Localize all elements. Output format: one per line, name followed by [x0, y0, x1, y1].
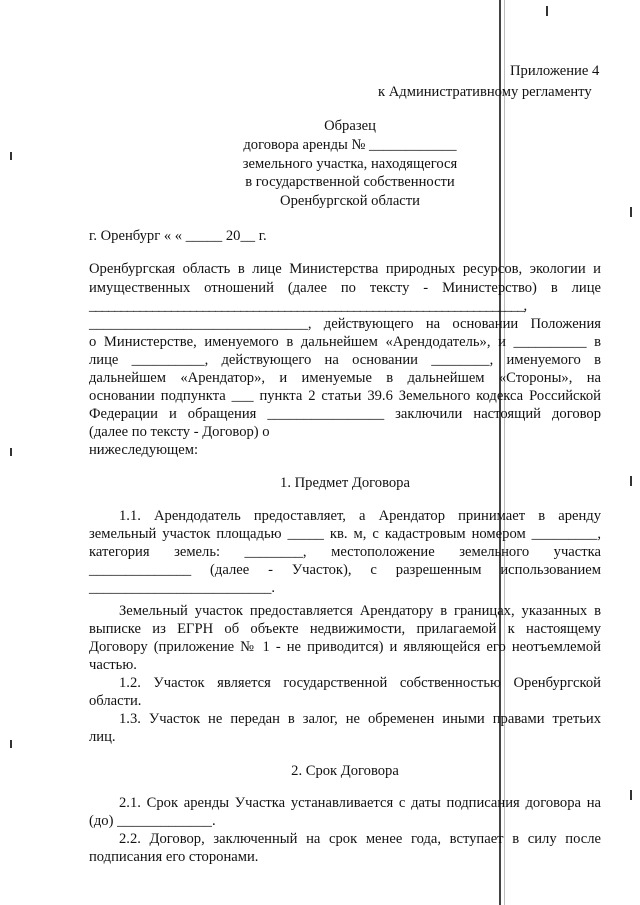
clause-1-1-line: _________________________.: [89, 580, 276, 596]
clause-1-1-line: земельный участок площадью _____ кв. м, с кадастровым номером _________,: [89, 526, 601, 542]
clause-2-2-line: 2.2. Договор, заключенный на срок менее года, вступает в силу после: [119, 831, 601, 847]
appendix-label: Приложение 4: [510, 63, 600, 79]
scan-mark: [10, 152, 12, 160]
clause-1-1b-line: выписке из ЕГРН об объекте недвижимости, прилагаемой к настоящему: [89, 621, 601, 637]
intro-line: основании подпункта ___ пункта 2 статьи 39.6 Земельного кодекса Российской: [89, 388, 601, 404]
clause-1-2-line: 1.2. Участок является государственной собственностью Оренбургской: [119, 675, 601, 691]
intro-line: лице __________, действующего на основании ________, именуемого в: [89, 352, 601, 368]
scan-mark: [10, 740, 12, 748]
section-2-heading: 2. Срок Договора: [291, 763, 399, 779]
regulation-label: к Административному регламенту: [378, 84, 592, 100]
scan-mark: [546, 6, 548, 16]
place-date: г. Оренбург « « _____ 20__ г.: [89, 228, 267, 244]
scan-mark: [630, 790, 632, 800]
intro-line: о Министерстве, именуемого в дальнейшем «Арендодатель», и __________ в: [89, 334, 601, 350]
title-line-3: земельного участка, находящегося: [242, 156, 458, 172]
scan-mark: [630, 207, 632, 217]
title-line-1: Образец: [324, 118, 376, 134]
clause-1-2-line: области.: [89, 693, 142, 709]
title-line-2: договора аренды № ____________: [243, 137, 457, 153]
scan-mark: [630, 476, 632, 486]
clause-1-1-line: 1.1. Арендодатель предоставляет, а Арендатор принимает в аренду: [119, 508, 601, 524]
scan-mark: [10, 448, 12, 456]
clause-1-1-line: категория земель: ________, местоположение земельного участка: [89, 544, 601, 560]
title-line-4: в государственной собственности: [245, 174, 455, 190]
clause-2-2-line: подписания его сторонами.: [89, 849, 259, 865]
section-1-heading: 1. Предмет Договора: [280, 475, 410, 491]
clause-1-1b-line: Договору (приложение № 1 - не приводится) и являющейся его неотъемлемой: [89, 639, 601, 655]
intro-line: дальнейшем «Арендатор», и именуемые в дальнейшем «Стороны», на: [89, 370, 601, 386]
intro-line: (далее по тексту - Договор) о: [89, 424, 270, 440]
intro-line: _____________________________________________________________________,: [89, 298, 527, 314]
intro-line: Федерации и обращения ________________ заключили настоящий договор: [89, 406, 601, 422]
clause-2-1-line: 2.1. Срок аренды Участка устанавливается с даты подписания договора на: [119, 795, 601, 811]
clause-1-1b-line: частью.: [89, 657, 137, 673]
clause-1-3-line: лиц.: [89, 729, 116, 745]
clause-2-1-line: (до) _____________.: [89, 813, 216, 829]
intro-line: нижеследующем:: [89, 442, 199, 458]
clause-1-3-line: 1.3. Участок не передан в залог, не обременен иными правами третьих: [119, 711, 601, 727]
intro-line: Оренбургская область в лице Министерства природных ресурсов, экологии и: [89, 261, 601, 277]
title-line-5: Оренбургской области: [280, 193, 420, 209]
clause-1-1b-line: Земельный участок предоставляется Арендатору в границах, указанных в: [119, 603, 601, 619]
intro-line: ______________________________, действующего на основании Положения: [89, 316, 601, 332]
intro-line: имущественных отношений (далее по тексту - Министерство) в лице: [89, 280, 601, 296]
clause-1-1-line: ______________ (далее - Участок), с разрешенным использованием: [89, 562, 601, 578]
